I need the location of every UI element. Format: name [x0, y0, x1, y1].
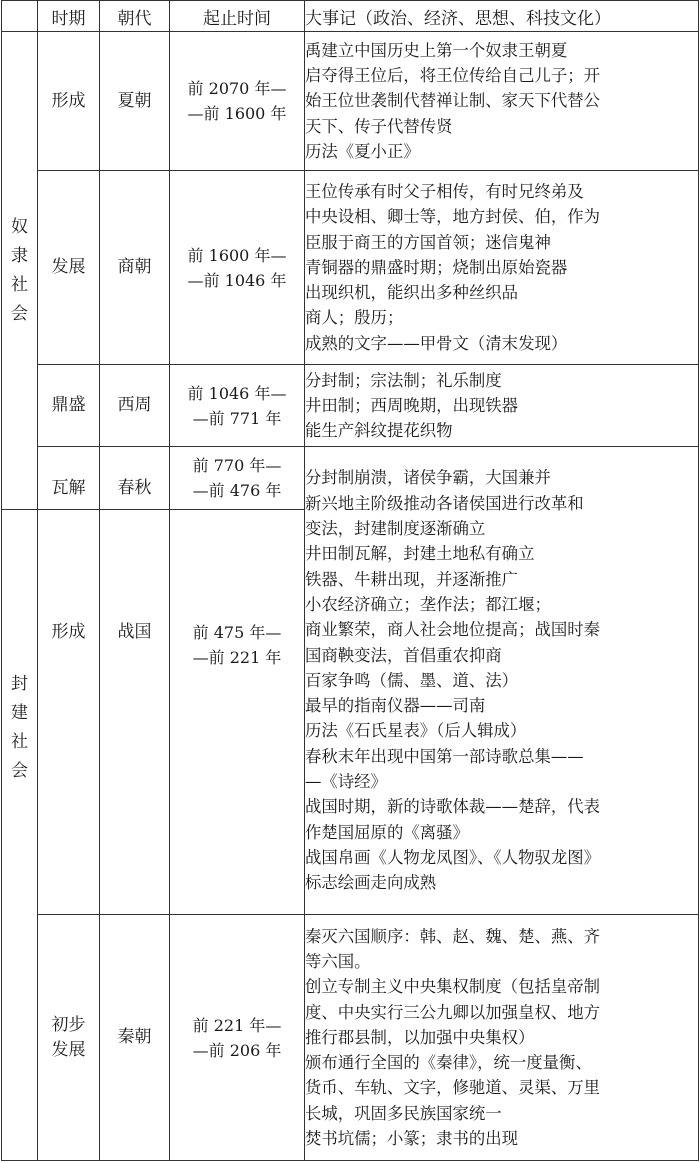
- event-line: 能生产斜纹提花织物: [305, 421, 453, 441]
- period-start: 前 1600 年—: [187, 245, 287, 265]
- stage-cell: [38, 915, 100, 1161]
- period-cell: [170, 510, 305, 915]
- events-cell: [305, 365, 699, 447]
- event-line: 青铜器的鼎盛时期；烧制出原始瓷器: [305, 257, 568, 277]
- period-end: —前 1600 年: [187, 104, 287, 123]
- row-spring-autumn: [2, 447, 699, 510]
- dynasty-cell: 秦朝: [100, 915, 170, 1161]
- header-society: [2, 1, 38, 32]
- events-cell: [305, 171, 699, 365]
- event-line: 王位传承有时父子相传，有时兄终弟及: [305, 181, 584, 201]
- period-start: 前 770 年—: [192, 456, 282, 475]
- event-line: 新兴地主阶级推动各诸侯国进行改革和: [305, 493, 584, 513]
- header-row: [2, 1, 699, 32]
- row-shang: [2, 171, 699, 365]
- events-cell: [305, 447, 699, 915]
- society-feudal: [2, 510, 38, 1161]
- period-end: —前 221 年: [192, 648, 282, 667]
- events-cell: [305, 915, 699, 1161]
- header-events: 大事记（政治、经济、思想、科技文化）: [305, 1, 699, 32]
- event-line: 商人；殷历；: [305, 308, 404, 328]
- event-line: 推行郡县制，以加强中央集权）: [305, 1027, 535, 1047]
- row-western-zhou: [2, 365, 699, 447]
- event-line: 颁布通行全国的《秦律》，统一度量衡、: [305, 1053, 592, 1073]
- stage-cell: [38, 32, 100, 171]
- stage-line: 瓦解: [51, 478, 86, 498]
- event-line: —《诗经》: [305, 772, 387, 792]
- stage-cell: [38, 171, 100, 365]
- event-line: 成熟的文字——甲骨文（清末发现）: [305, 333, 568, 353]
- period-cell: [170, 365, 305, 447]
- event-line: 作楚国屈原的《离骚》: [305, 822, 469, 842]
- period-cell: [170, 32, 305, 171]
- event-line: 启夺得王位后，将王位传给自己儿子；开: [305, 66, 601, 86]
- row-qin: [2, 915, 699, 1161]
- event-line: 国商鞅变法，首倡重农抑商: [305, 645, 502, 665]
- period-start: 前 1046 年—: [187, 383, 287, 403]
- event-line: 等六国。: [305, 951, 371, 971]
- period-end: —前 771 年: [192, 408, 282, 428]
- period-start: 前 221 年—: [192, 1015, 282, 1035]
- header-dynasty: 朝代: [100, 1, 170, 32]
- event-line: 战国帛画《人物龙凤图》、《人物驭龙图》: [305, 847, 601, 867]
- event-line: 商业繁荣，商人社会地位提高；战国时秦: [305, 620, 601, 640]
- period-end: —前 476 年: [192, 481, 282, 500]
- period-start: 前 475 年—: [192, 623, 282, 642]
- event-line: 小农经济确立；垄作法；都江堰；: [305, 594, 551, 614]
- period-cell: [170, 171, 305, 365]
- stage-cell: [38, 365, 100, 447]
- event-line: 中央设相、卿士等，地方封侯、伯，作为: [305, 207, 601, 227]
- event-line: 变法，封建制度逐渐确立: [305, 519, 486, 539]
- period-end: —前 1046 年: [187, 270, 287, 290]
- stage-cell: [38, 510, 100, 915]
- event-line: 货币、车轨、文字，修驰道、灵渠、万里: [305, 1078, 601, 1098]
- header-stage: 时期: [38, 1, 100, 32]
- stage-cell: [38, 447, 100, 510]
- stage-line: 初步: [51, 1014, 86, 1035]
- event-line: 始王位世袭制代替禅让制、家天下代替公: [305, 91, 601, 111]
- period-start: 前 2070 年—: [187, 79, 287, 98]
- society-feudal-label: 封建社会: [11, 674, 28, 781]
- dynasty-cell: 西周: [100, 365, 170, 447]
- society-slave-label: 奴隶社会: [11, 216, 28, 324]
- event-line: 焚书坑儒；小篆；隶书的出现: [305, 1129, 519, 1149]
- period-end: —前 206 年: [192, 1040, 282, 1060]
- event-line: 禹建立中国历史上第一个奴隶王朝夏: [305, 40, 568, 60]
- stage-line: 形成: [51, 622, 86, 642]
- dynasty-cell: 战国: [100, 510, 170, 915]
- event-line: 战国时期，新的诗歌体裁——楚辞，代表: [305, 797, 601, 817]
- header-period: 起止时间: [170, 1, 305, 32]
- event-line: 最早的指南仪器——司南: [305, 696, 486, 716]
- event-line: 度、中央实行三公九卿以加强皇权、地方: [305, 1002, 601, 1022]
- period-cell: [170, 447, 305, 510]
- events-cell: [305, 32, 699, 171]
- event-line: 出现织机，能织出多种丝织品: [305, 283, 519, 303]
- event-line: 臣服于商王的方国首领；迷信鬼神: [305, 232, 551, 252]
- stage-line: 发展: [51, 1039, 86, 1060]
- stage-line: 形成: [51, 90, 86, 111]
- event-line: 创立专制主义中央集权制度（包括皇帝制: [305, 977, 601, 997]
- event-line: 井田制瓦解，封建土地私有确立: [305, 544, 535, 564]
- stage-line: 发展: [51, 257, 86, 277]
- event-line: 天下、传子代替传贤: [305, 116, 453, 136]
- row-xia: [2, 32, 699, 171]
- event-line: 分封制；宗法制；礼乐制度: [305, 370, 502, 390]
- dynasty-cell: 夏朝: [100, 32, 170, 171]
- event-line: 秦灭六国顺序：韩、赵、魏、楚、燕、齐: [305, 926, 601, 946]
- stage-line: 鼎盛: [51, 395, 86, 415]
- dynasty-cell: 商朝: [100, 171, 170, 365]
- event-line: 井田制；西周晚期，出现铁器: [305, 395, 519, 415]
- dynasty-cell: 春秋: [100, 447, 170, 510]
- event-line: 百家争鸣（儒、墨、道、法）: [305, 670, 519, 690]
- period-cell: [170, 915, 305, 1161]
- society-slave: [2, 32, 38, 510]
- event-line: 历法《石氏星表》（后人辑成）: [305, 721, 527, 741]
- event-line: 铁器、牛耕出现，并逐渐推广: [305, 569, 519, 589]
- history-table: [1, 0, 699, 1161]
- event-line: 长城，巩固多民族国家统一: [305, 1103, 502, 1123]
- event-line: 分封制崩溃，诸侯争霸，大国兼并: [305, 468, 551, 488]
- event-line: 历法《夏小正》: [305, 141, 420, 161]
- event-line: 春秋末年出现中国第一部诗歌总集——: [305, 746, 584, 766]
- event-line: 标志绘画走向成熟: [305, 873, 437, 893]
